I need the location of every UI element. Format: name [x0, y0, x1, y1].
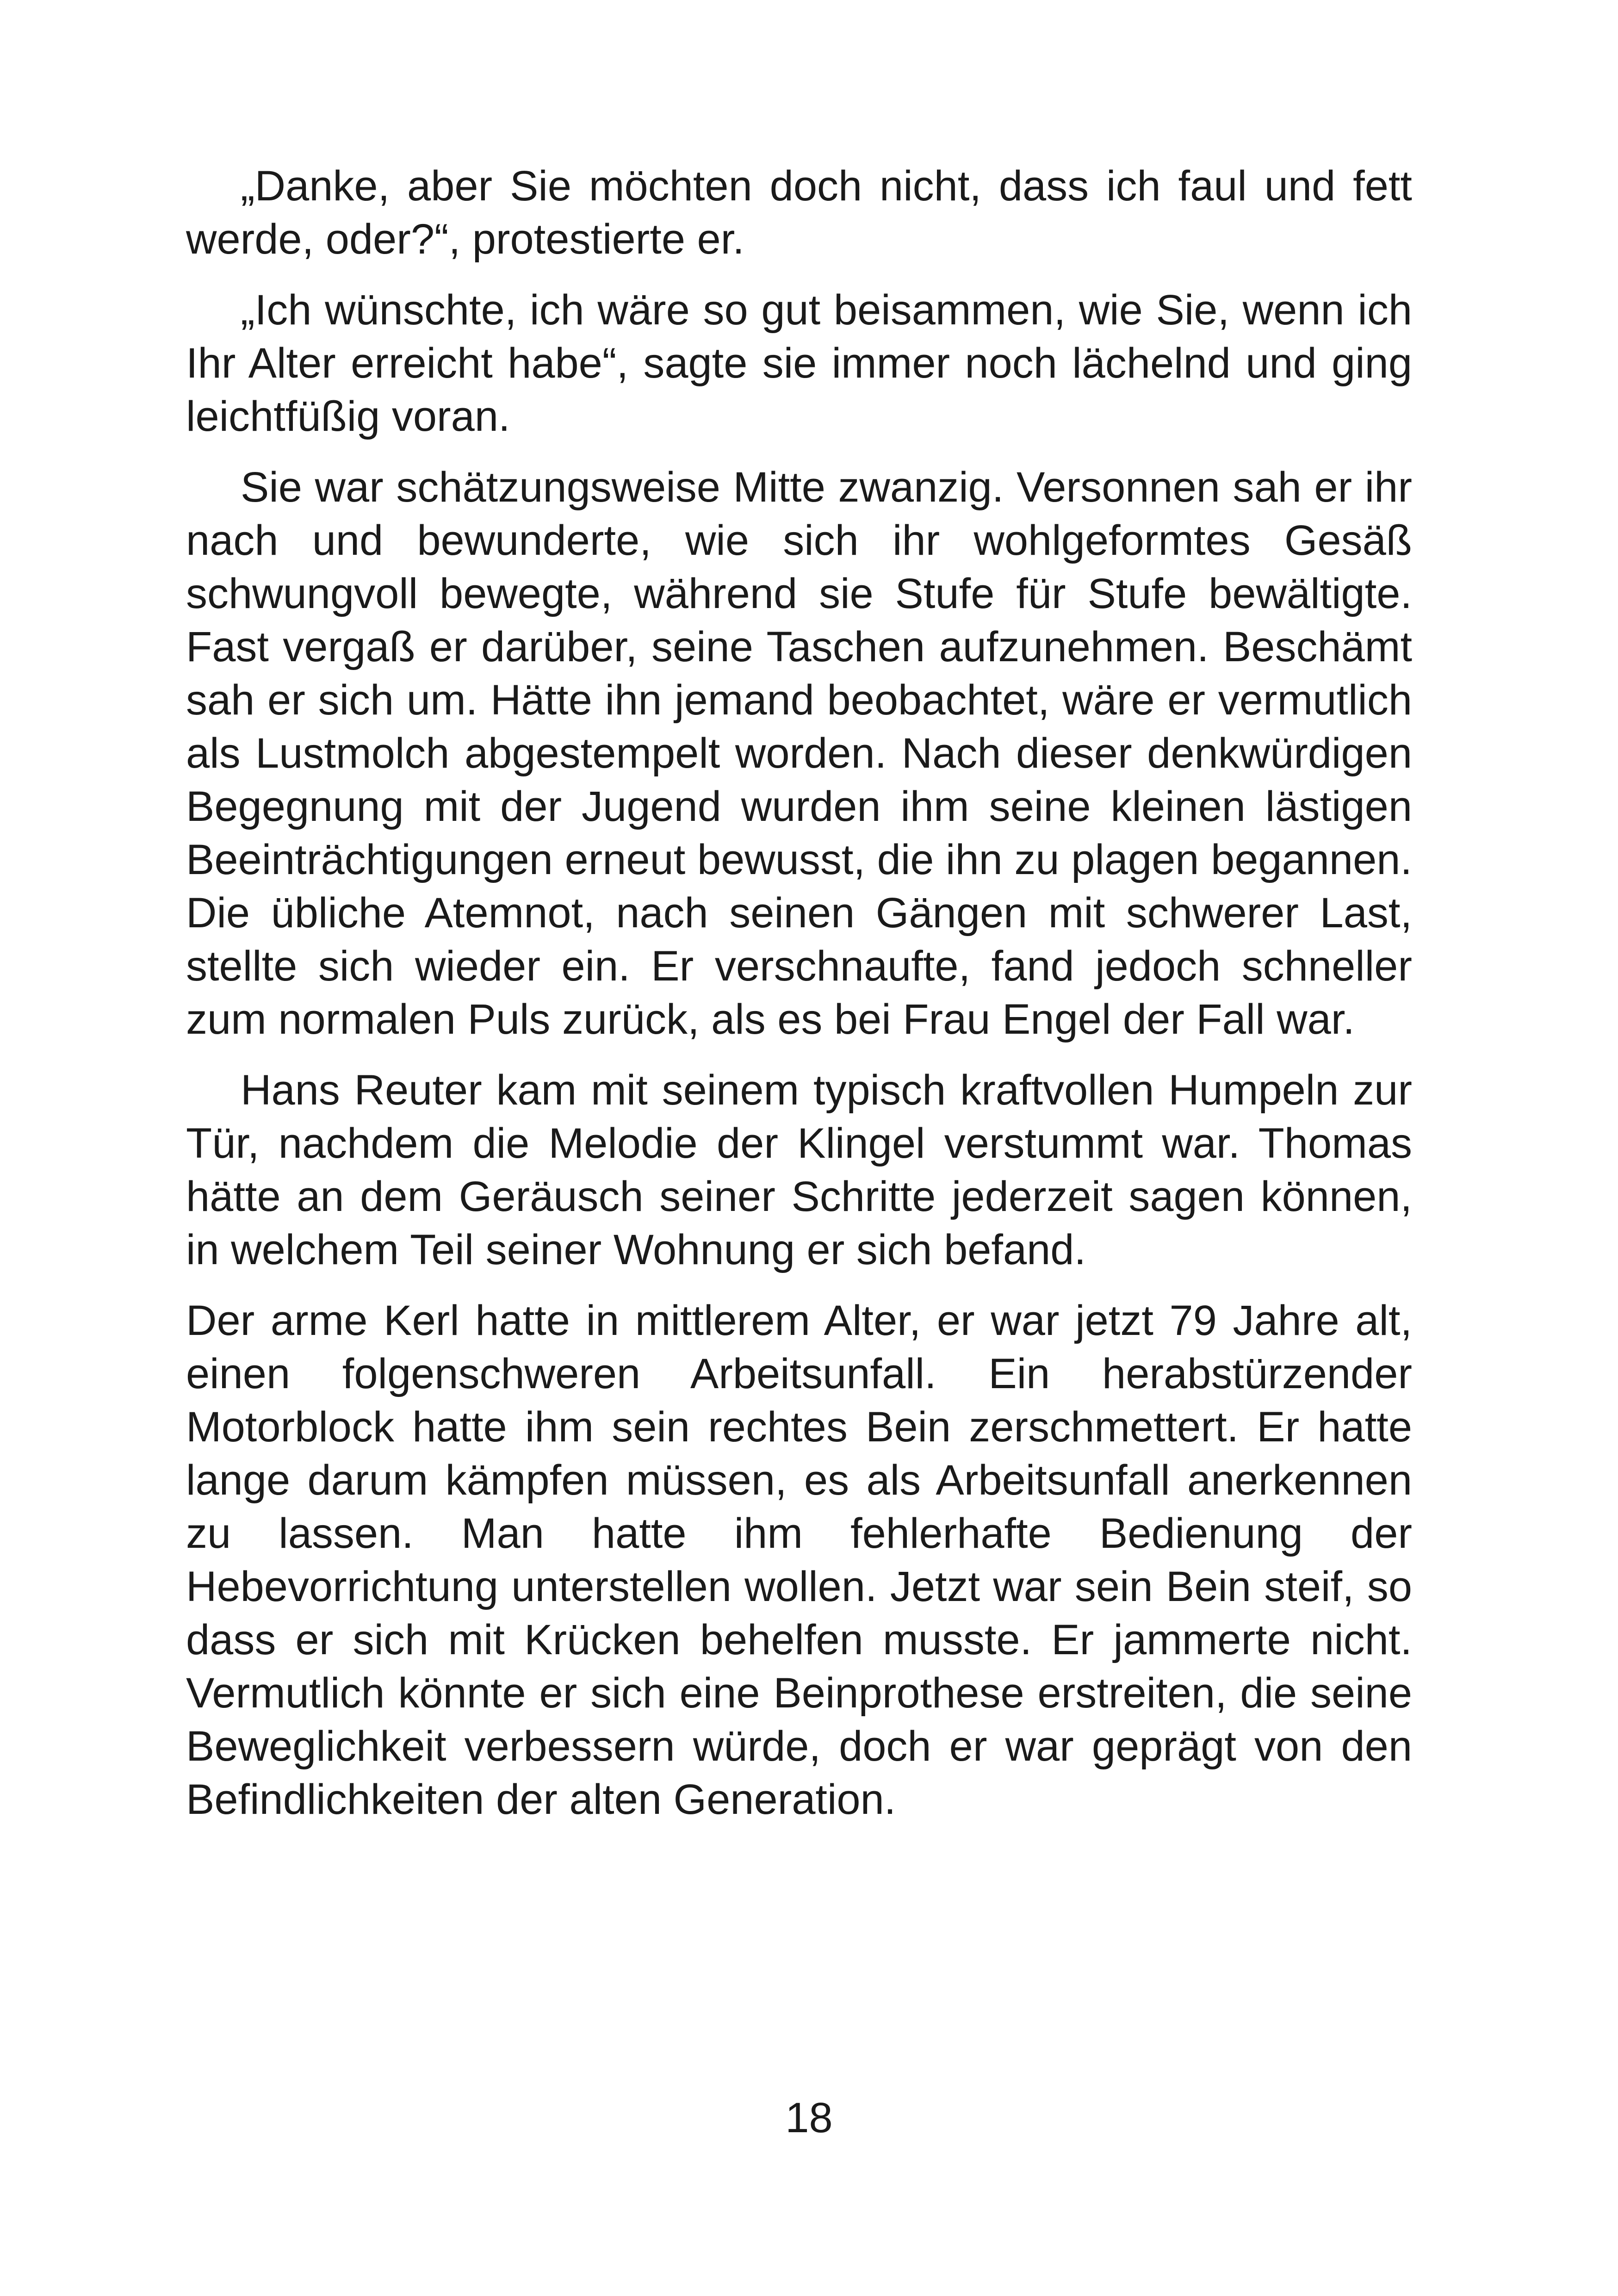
paragraph-1: „Danke, aber Sie möchten doch nicht, dass ich faul und fett werde, oder?“, protestierte er.: [186, 162, 1412, 263]
paragraph-5: Der arme Kerl hatte in mittlerem Alter, er war jetzt 79 Jahre alt, einen folgenschweren Arbeitsunfall. Ein herabstürzender Motorblock hatte ihm sein rechtes Bein zerschmettert. Er hatte lange darum kämpfen müssen, es als Arbeitsunfall anerkennen zu lassen. Man hatte ihm fehlerhafte Bedienung der Hebevorrichtung unterstellen wollen. Jetzt war sein Bein steif, so dass er sich mit Krücken behelfen musste. Er jammerte nicht. Vermutlich könnte er sich eine Beinprothese erstreiten, die seine Beweglichkeit verbessern würde, doch er war geprägt von den Befindlichkeiten der alten Generation.: [186, 1297, 1412, 1823]
paragraph-4: Hans Reuter kam mit seinem typisch kraftvollen Humpeln zur Tür, nachdem die Melodie der Klingel verstummt war. Thomas hätte an dem Geräusch seiner Schritte jederzeit sagen können, in welchem Teil seiner Wohnung er sich befand.: [186, 1067, 1412, 1273]
paragraph-3: Sie war schätzungsweise Mitte zwanzig. Versonnen sah er ihr nach und bewunderte, wie sich ihr wohlgeformtes Gesäß schwungvoll bewegte, während sie Stufe für Stufe bewältigte. Fast vergaß er darüber, seine Taschen aufzunehmen. Beschämt sah er sich um. Hätte ihn jemand beobachtet, wäre er vermutlich als Lustmolch abgestempelt worden. Nach dieser denkwürdigen Begegnung mit der Jugend wurden ihm seine kleinen lästigen Beeinträchtigungen erneut bewusst, die ihn zu plagen begannen. Die übliche Atemnot, nach seinen Gängen mit schwerer Last, stellte sich wieder ein. Er verschnaufte, fand jedoch schneller zum normalen Puls zurück, als es bei Frau Engel der Fall war.: [186, 464, 1412, 1043]
page-number: 18: [785, 2094, 833, 2141]
body-text: [186, 160, 1412, 1844]
paragraph-2: „Ich wünschte, ich wäre so gut beisammen, wie Sie, wenn ich Ihr Alter erreicht habe“, sagte sie immer noch lächelnd und ging leichtfüßig voran.: [186, 286, 1412, 440]
